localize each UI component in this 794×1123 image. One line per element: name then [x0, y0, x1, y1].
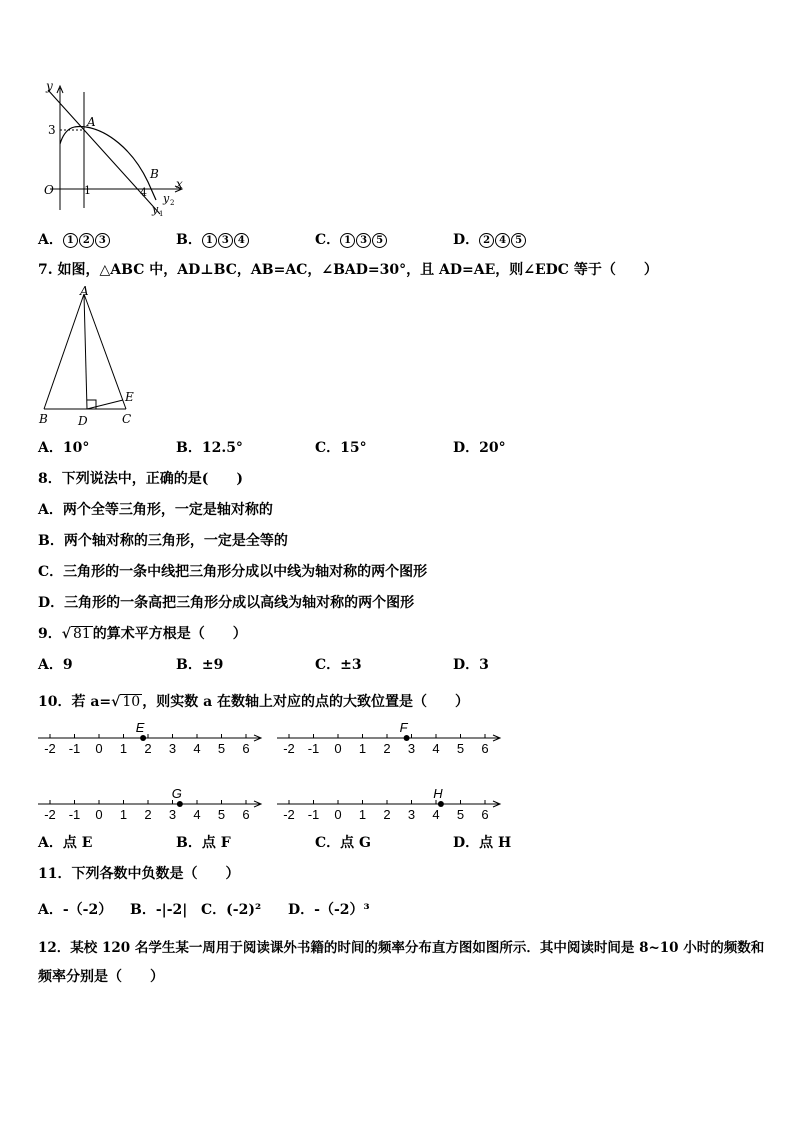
point-a-label: A: [87, 115, 96, 129]
q9-option-b: B．±9: [176, 657, 224, 673]
tick-label: 0: [95, 807, 103, 822]
q11-option-b: B．-|-2|: [130, 902, 188, 918]
tick-label: 2: [144, 807, 152, 822]
number-line-g: [38, 784, 266, 824]
tick-label: 2: [144, 741, 152, 756]
tick-label: 0: [334, 807, 342, 822]
q8-option-b: B．两个轴对称的三角形，一定是全等的: [38, 533, 288, 549]
point-a-label: A: [80, 284, 89, 298]
tick-label: 4: [193, 741, 201, 756]
q9-option-d: D．3: [453, 657, 489, 673]
q10-option-d: D．点 H: [453, 835, 512, 851]
point-d-label: D: [78, 414, 88, 428]
q8-option-c: C．三角形的一条中线把三角形分成以中线为轴对称的两个图形: [38, 564, 428, 580]
point-c-label: C: [122, 412, 132, 426]
sqrt-symbol: √: [111, 694, 121, 710]
tick-label: -2: [44, 741, 56, 756]
point-label: F: [399, 720, 408, 735]
number-line-h: [277, 784, 505, 824]
sqrt-symbol: √: [61, 626, 71, 642]
curve-y2-sub: 2: [170, 199, 175, 207]
tick-label: 1: [119, 807, 128, 822]
number-line-f: [277, 718, 505, 758]
tick-x-4: 4: [140, 186, 147, 199]
tick-label: 6: [481, 807, 489, 822]
tick-label: 6: [242, 741, 250, 756]
q10-option-a: A．点 E: [38, 835, 93, 851]
q11-option-a: A．-（-2）: [38, 902, 113, 918]
tick-label: 6: [481, 741, 489, 756]
q9-stem: 9．√ 81 的算术平方根是（ ）: [38, 626, 247, 642]
q6-option-b: B． 1 3 4: [176, 229, 250, 249]
tick-label: 5: [217, 807, 226, 822]
tick-label: -1: [307, 741, 320, 756]
q12-stem-line1: 12．某校 120 名学生某一周用于阅读课外书籍的时间的频率分布直方图如图所示．其中阅读时间是 8~10 小时的频数和: [38, 940, 765, 956]
tick-label: -1: [307, 807, 320, 822]
tick-label: 4: [432, 741, 440, 756]
q7-option-b: B．12.5°: [176, 440, 243, 456]
q7-stem: 7. 如图，△ABC 中，AD⊥BC，AB=AC，∠BAD=30°，且 AD=AE，则∠EDC 等于（ ）: [38, 262, 658, 278]
q6-option-d: D． 2 4 5: [453, 229, 527, 249]
q12-stem-line2: 频率分别是（ ）: [38, 969, 164, 985]
tick-label: -2: [283, 807, 295, 822]
question6-graph: [36, 78, 196, 220]
q7-option-a: A．10°: [38, 440, 90, 456]
tick-label: 2: [383, 807, 391, 822]
point-marker: [140, 735, 146, 741]
q7-option-d: D．20°: [453, 440, 506, 456]
point-marker: [177, 801, 183, 807]
tick-label: 4: [193, 807, 201, 822]
q7-option-c: C．15°: [315, 440, 367, 456]
tick-label: 0: [95, 741, 103, 756]
tick-label: 3: [407, 807, 416, 822]
q11-option-c: C．(-2)²: [201, 902, 262, 918]
q11-option-d: D．-（-2）³: [288, 902, 370, 918]
q10-option-c: C．点 G: [315, 835, 371, 851]
tick-label: 5: [217, 741, 226, 756]
q10-option-b: B．点 F: [176, 835, 231, 851]
point-label: G: [171, 786, 182, 801]
tick-label: 5: [456, 807, 465, 822]
tick-label: 3: [407, 741, 416, 756]
point-marker: [404, 735, 410, 741]
q8-option-a: A．两个全等三角形，一定是轴对称的: [38, 502, 273, 518]
q11-stem: 11．下列各数中负数是（ ）: [38, 866, 240, 882]
tick-label: 1: [358, 807, 367, 822]
tick-label: 2: [383, 741, 391, 756]
y-axis-label: y: [46, 79, 53, 93]
q8-option-d: D．三角形的一条高把三角形分成以高线为轴对称的两个图形: [38, 595, 415, 611]
tick-label: -2: [283, 741, 295, 756]
q8-stem: 8．下列说法中，正确的是( ): [38, 471, 243, 487]
point-b-label: B: [150, 167, 159, 181]
tick-label: 3: [168, 807, 177, 822]
origin-label: O: [44, 183, 54, 197]
tick-label: 1: [358, 741, 367, 756]
point-label: E: [135, 720, 145, 735]
tick-x-1: 1: [84, 184, 91, 197]
tick-label: 5: [456, 741, 465, 756]
q9-option-c: C．±3: [315, 657, 362, 673]
curve-y1-sub: 1: [159, 210, 164, 218]
point-e-label: E: [125, 390, 134, 404]
tick-label: -1: [68, 741, 81, 756]
question7-triangle: [36, 284, 146, 430]
tick-label: 6: [242, 807, 250, 822]
q9-option-a: A．9: [38, 657, 73, 673]
curve-y2-label: y: [163, 192, 170, 205]
number-line-e: [38, 718, 266, 758]
curve-y1-label: y: [152, 203, 159, 216]
point-b-label: B: [39, 412, 48, 426]
tick-label: -2: [44, 807, 56, 822]
q10-stem: 10．若 a=√ 10 ，则实数 a 在数轴上对应的点的大致位置是（ ）: [38, 694, 470, 710]
tick-label: 3: [168, 741, 177, 756]
tick-y-3: 3: [48, 123, 56, 137]
q6-option-c: C． 1 3 5: [315, 229, 388, 249]
tick-label: 4: [432, 807, 440, 822]
point-marker: [438, 801, 444, 807]
x-axis-label: x: [176, 177, 183, 191]
tick-label: 0: [334, 741, 342, 756]
q6-option-a: A． 1 2 3: [38, 229, 111, 249]
tick-label: 1: [119, 741, 128, 756]
tick-label: -1: [68, 807, 81, 822]
point-label: H: [433, 786, 443, 801]
